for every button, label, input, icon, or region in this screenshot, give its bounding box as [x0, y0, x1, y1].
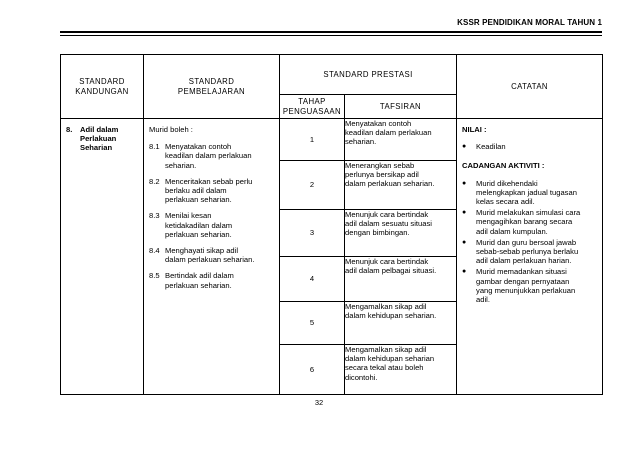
- header-rule-thin: [60, 35, 602, 36]
- bullet-line: mengagihkan barang secara: [476, 217, 573, 227]
- pembelajaran-item-text: [165, 142, 274, 170]
- bullet-line: Keadilan: [476, 142, 506, 152]
- pembelajaran-intro: Murid boleh :: [149, 125, 193, 134]
- bullet-text: [476, 179, 602, 207]
- header-tafsiran: TAFSIRAN: [345, 95, 457, 119]
- tafsiran-cell: [345, 161, 457, 210]
- pembelajaran-item-text: [165, 177, 274, 205]
- pembelajaran-item-line: dalam perlakuan seharian.: [165, 255, 255, 265]
- pembelajaran-item-number: 8.4: [149, 246, 160, 256]
- bullet-text: [476, 142, 602, 151]
- header-standard-kandungan: [61, 55, 144, 119]
- catatan-cell: [457, 119, 603, 395]
- tafsiran-line: secara tekal atau boleh: [345, 363, 424, 373]
- pembelajaran-item: [149, 142, 274, 170]
- tafsiran-line: perlunya bersikap adil: [345, 170, 419, 180]
- tafsiran-line: adil dalam sesuatu situasi: [345, 219, 432, 229]
- pembelajaran-item-line: seharian.: [165, 160, 197, 170]
- header-kandungan-line2: KANDUNGAN: [75, 86, 129, 96]
- header-standard-prestasi: STANDARD PRESTASI: [280, 55, 457, 95]
- bullet-text: [476, 238, 602, 266]
- pembelajaran-item-line: perlakuan seharian.: [165, 280, 232, 290]
- bullet-item: [462, 267, 602, 304]
- standard-kandungan: [66, 125, 138, 153]
- tahap-cell: 5: [280, 302, 345, 345]
- pembelajaran-item-line: Bertindak adil dalam: [165, 271, 234, 281]
- bullet-line: Murid dan guru bersoal jawab: [476, 237, 577, 247]
- nilai-label: NILAI :: [462, 125, 487, 134]
- aktiviti-label: CADANGAN AKTIVITI :: [462, 161, 545, 171]
- tafsiran-line: dicontohi.: [345, 372, 378, 382]
- pembelajaran-item-number: 8.3: [149, 211, 160, 221]
- tafsiran-line: dengan bimbingan.: [345, 228, 410, 238]
- header-catatan: CATATAN: [457, 55, 603, 119]
- pembelajaran-list: [149, 142, 274, 290]
- bullet-item: [462, 208, 602, 236]
- bullet-line: kelas secara adil.: [476, 197, 535, 207]
- tafsiran-line: Mengamalkan sikap adil: [345, 345, 427, 354]
- pembelajaran-item: [149, 177, 274, 205]
- bullet-icon: ●: [462, 209, 467, 217]
- bullet-line: adil dalam perlakuan harian.: [476, 256, 572, 266]
- bullet-line: melengkapkan jadual tugasan: [476, 187, 577, 197]
- kandungan-line: Perlakuan: [80, 134, 117, 144]
- tafsiran-line: seharian.: [345, 137, 377, 147]
- bullet-line: sebab-sebab perlunya berlaku: [476, 247, 579, 257]
- bullet-icon: ●: [462, 143, 467, 151]
- aktiviti-list: [457, 179, 602, 305]
- kandungan-cell: [61, 119, 144, 395]
- document-header-title: KSSR PENDIDIKAN MORAL TAHUN 1: [457, 18, 602, 27]
- bullet-line: Murid memadankan situasi: [476, 267, 567, 277]
- tahap-cell: 1: [280, 119, 345, 161]
- bullet-line: Murid dikehendaki: [476, 178, 538, 188]
- pembelajaran-item-number: 8.5: [149, 271, 160, 281]
- pembelajaran-item-text: [165, 211, 274, 239]
- page-number: 32: [314, 398, 324, 407]
- pembelajaran-item-line: ketidakadilan dalam: [165, 220, 233, 230]
- tafsiran-line: dalam kehidupan seharian: [345, 354, 435, 364]
- pembelajaran-cell: [144, 119, 280, 395]
- header-tahap-line1: TAHAP: [298, 97, 326, 107]
- header-tahap-line2: PENGUASAAN: [282, 106, 342, 116]
- tafsiran-line: Menyatakan contoh: [345, 119, 412, 128]
- header-rule-thick: [60, 31, 602, 33]
- kandungan-line: Adil dalam: [80, 125, 119, 134]
- header-pembelajaran-line2: PEMBELAJARAN: [177, 86, 246, 96]
- tafsiran-line: Menunjuk cara bertindak: [345, 210, 429, 219]
- header-kandungan-line1: STANDARD: [79, 77, 125, 87]
- pembelajaran-item-number: 8.1: [149, 142, 160, 152]
- header-pembelajaran-line1: STANDARD: [188, 77, 235, 87]
- bullet-line: gambar dengan pernyataan: [476, 276, 570, 286]
- pembelajaran-item: [149, 246, 274, 264]
- tafsiran-line: adil dalam pelbagai situasi.: [345, 266, 437, 276]
- pembelajaran-item: [149, 271, 274, 289]
- bullet-icon: ●: [462, 268, 467, 276]
- header-standard-pembelajaran: [144, 55, 280, 119]
- tafsiran-line: Menerangkan sebab: [345, 161, 415, 170]
- standards-table: [60, 54, 603, 395]
- bullet-text: [476, 267, 602, 304]
- bullet-item: [462, 142, 602, 151]
- tafsiran-line: keadilan dalam perlakuan: [345, 128, 432, 138]
- pembelajaran-item-line: Menceritakan sebab perlu: [165, 176, 253, 186]
- bullet-line: adil.: [476, 295, 490, 305]
- tafsiran-line: Menunjuk cara bertindak: [345, 257, 429, 266]
- header-tahap-penguasaan: [280, 95, 345, 119]
- bullet-icon: ●: [462, 238, 467, 246]
- bullet-text: [476, 208, 602, 236]
- bullet-line: Murid melakukan simulasi cara: [476, 208, 581, 218]
- tafsiran-cell: [345, 345, 457, 395]
- pembelajaran-item-text: [165, 246, 274, 264]
- nilai-list: [457, 142, 602, 151]
- tafsiran-cell: [345, 257, 457, 302]
- tafsiran-cell: [345, 119, 457, 161]
- bullet-line: yang menunjukkan perlakuan: [476, 285, 576, 295]
- pembelajaran-item-number: 8.2: [149, 176, 160, 186]
- pembelajaran-item-line: Menilai kesan: [165, 211, 212, 221]
- pembelajaran-item-line: Menyatakan contoh: [165, 142, 232, 152]
- tafsiran-cell: [345, 210, 457, 257]
- pembelajaran-item-line: perlakuan seharian.: [165, 195, 232, 205]
- pembelajaran-item: [149, 211, 274, 239]
- tahap-cell: 2: [280, 161, 345, 210]
- tahap-cell: 3: [280, 210, 345, 257]
- bullet-line: adil dalam kumpulan.: [476, 226, 548, 236]
- tahap-cell: 6: [280, 345, 345, 395]
- tahap-cell: 4: [280, 257, 345, 302]
- kandungan-line: Seharian: [80, 143, 113, 153]
- tafsiran-cell: [345, 302, 457, 345]
- bullet-item: [462, 238, 602, 266]
- bullet-item: [462, 179, 602, 207]
- bullet-icon: ●: [462, 179, 467, 187]
- tafsiran-line: dalam kehidupan seharian.: [345, 311, 437, 321]
- tafsiran-line: dalam perlakuan seharian.: [345, 179, 435, 189]
- pembelajaran-item-text: [165, 271, 274, 289]
- pembelajaran-item-line: perlakuan seharian.: [165, 229, 232, 239]
- pembelajaran-item-line: Menghayati sikap adil: [165, 246, 239, 256]
- pembelajaran-item-line: keadilan dalam perlakuan: [165, 151, 252, 161]
- kandungan-number: 8.: [66, 125, 73, 134]
- tafsiran-line: Mengamalkan sikap adil: [345, 302, 427, 311]
- pembelajaran-item-line: berlaku adil dalam: [165, 186, 227, 196]
